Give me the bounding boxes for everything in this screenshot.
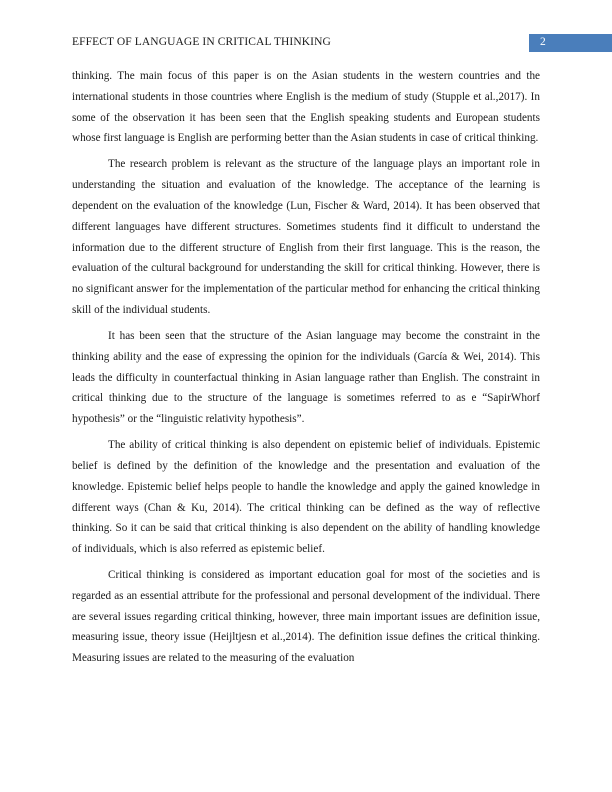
running-head: EFFECT OF LANGUAGE IN CRITICAL THINKING <box>72 36 331 48</box>
paragraph-continuation: thinking. The main focus of this paper is on the Asian students in the western countries and the international students in those countries where English is the medium of study (Stupple et al.,2017). In some of the observation it has been seen that the English speaking students and European students whose first language is English are performing better than the Asian students in case of critical thinking. <box>72 70 540 145</box>
page-number: 2 <box>540 36 546 48</box>
paragraph-research-problem: The research problem is relevant as the structure of the language plays an important role in understanding the situation and evaluation of the knowledge. The acceptance of the learning is dependent on the evaluation of the knowledge (Lun, Fischer & Ward, 2014). It has been observed that different languages have different structures. Sometimes students find it difficult to understand the information due to the different structure of English from their first language. This is the reason, the evaluation of the cultural background for understanding the skill for critical thinking. However, there is no significant answer for the implementation of the particular method for enhancing the critical thinking skill of the individual students. <box>72 158 540 316</box>
paragraph-critical-thinking-issues: Critical thinking is considered as important education goal for most of the societies and is regarded as an essential attribute for the professional and personal development of the individual. There are several issues regarding critical thinking, however, three main important issues are definition issue, measuring issue, theory issue (Heijltjesn et al.,2014). The definition issue defines the critical thinking. Measuring issues are related to the measuring of the evaluation <box>72 569 540 665</box>
paragraph-epistemic-belief: The ability of critical thinking is also dependent on epistemic belief of individuals. Epistemic belief is defined by the definition of the knowledge and the presentation and evaluation of the knowledge. Epistemic belief helps people to handle the knowledge and apply the gained knowledge in different ways (Chan & Ku, 2014). The critical thinking can be defined as the way of reflective thinking. So it can be said that critical thinking is also dependent on the ability of handling knowledge of individuals, which is also referred as epistemic belief. <box>72 439 540 556</box>
document-body <box>72 66 540 674</box>
page-header <box>0 33 612 53</box>
page-number-badge <box>529 34 612 52</box>
paragraph-asian-language: It has been seen that the structure of the Asian language may become the constraint in the thinking ability and the ease of expressing the opinion for the individuals (García & Wei, 2014). This leads the difficulty in counterfactual thinking in Asian language rather than English. The constraint in critical thinking due to the structure of the language is sometimes referred to as e “SapirWhorf hypothesis” or the “linguistic relativity hypothesis”. <box>72 329 540 426</box>
